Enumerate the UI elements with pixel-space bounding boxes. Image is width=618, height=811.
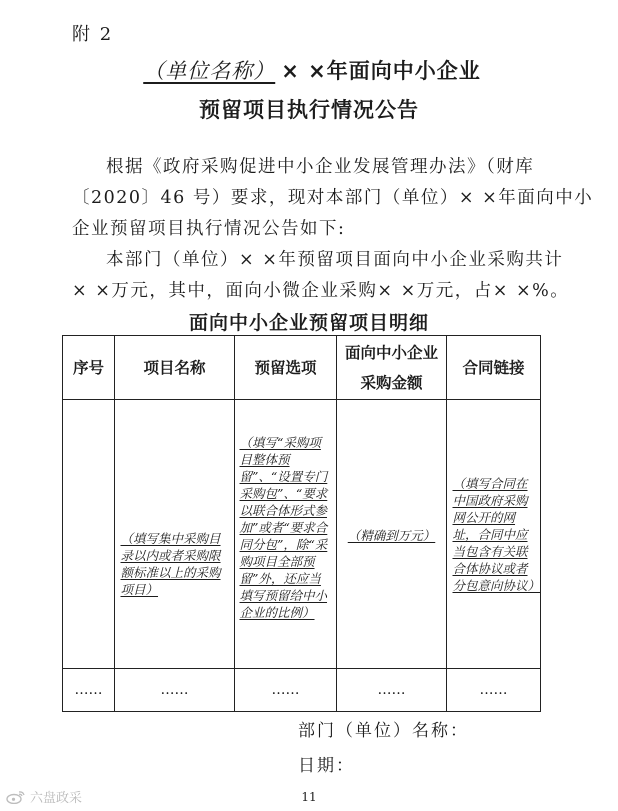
ellipsis-cell: …… [115, 669, 235, 712]
paragraph-1-line-2: 〔2020〕46 号）要求，现对本部门（单位）× ×年面向中小 [72, 188, 594, 208]
unit-name-placeholder: （单位名称） [143, 59, 276, 83]
paragraph-2 [72, 245, 570, 307]
cell-serial-number [63, 400, 115, 669]
cell-reserve-option [235, 400, 337, 669]
cell-project-name [115, 400, 235, 669]
date-label: 日期： [298, 756, 355, 776]
paragraph-1-line-3: 企业预留项目执行情况公告如下: [72, 219, 346, 239]
title-line-2: 预留项目执行情况公告 [199, 98, 419, 122]
reserved-projects-table [62, 335, 541, 712]
title-line-1-rest: × ×年面向中小企业 [281, 59, 481, 83]
table-row [63, 400, 541, 669]
watermark-text: 六盘政采 [30, 791, 83, 806]
reserve-option-note: （填写“采购项目整体预留”、“设置专门采购包”、“要求以联合体形式参加”或者“要求合同分包”，除“采购项目全部预留”外，还应当填写预留给中小企业的比例） [239, 435, 328, 620]
header-sme-purchase-amount: 面向中小企业 采购金额 [337, 336, 447, 400]
attachment-label: 附 2 [72, 24, 114, 45]
ellipsis-cell: …… [337, 669, 447, 712]
amount-note: （精确到万元） [347, 527, 436, 543]
paragraph-1-line-1: 根据《政府采购促进中小企业发展管理办法》（财库 [106, 157, 535, 177]
header-project-name: 项目名称 [115, 336, 235, 400]
cell-amount [337, 400, 447, 669]
contract-link-note: （填写合同在中国政府采购网公开的网址，合同中应当包含有关联合体协议或者分包意向协议） [452, 475, 541, 593]
cell-contract-link [447, 400, 541, 669]
table-title: 面向中小企业预留项目明细 [188, 312, 429, 334]
paragraph-1 [72, 152, 594, 245]
paragraph-2-line-2: × ×万元，其中，面向小微企业采购× ×万元，占× ×%。 [72, 281, 570, 301]
ellipsis-cell: …… [235, 669, 337, 712]
paragraph-2-line-1: 本部门（单位）× ×年预留项目面向中小企业采购共计 [106, 250, 564, 270]
project-name-note: （填写集中采购目录以内或者采购限额标准以上的采购项目） [120, 531, 221, 597]
table-row [63, 669, 541, 712]
page-number: 11 [301, 790, 317, 804]
title-line-1 [0, 55, 618, 85]
ellipsis-cell: …… [447, 669, 541, 712]
header-contract-link: 合同链接 [447, 336, 541, 400]
ellipsis-cell: …… [63, 669, 115, 712]
header-serial-number: 序号 [63, 336, 115, 400]
department-signature-label: 部门（单位）名称： [298, 721, 469, 741]
table-header-row [63, 336, 541, 400]
header-reserve-option: 预留选项 [235, 336, 337, 400]
